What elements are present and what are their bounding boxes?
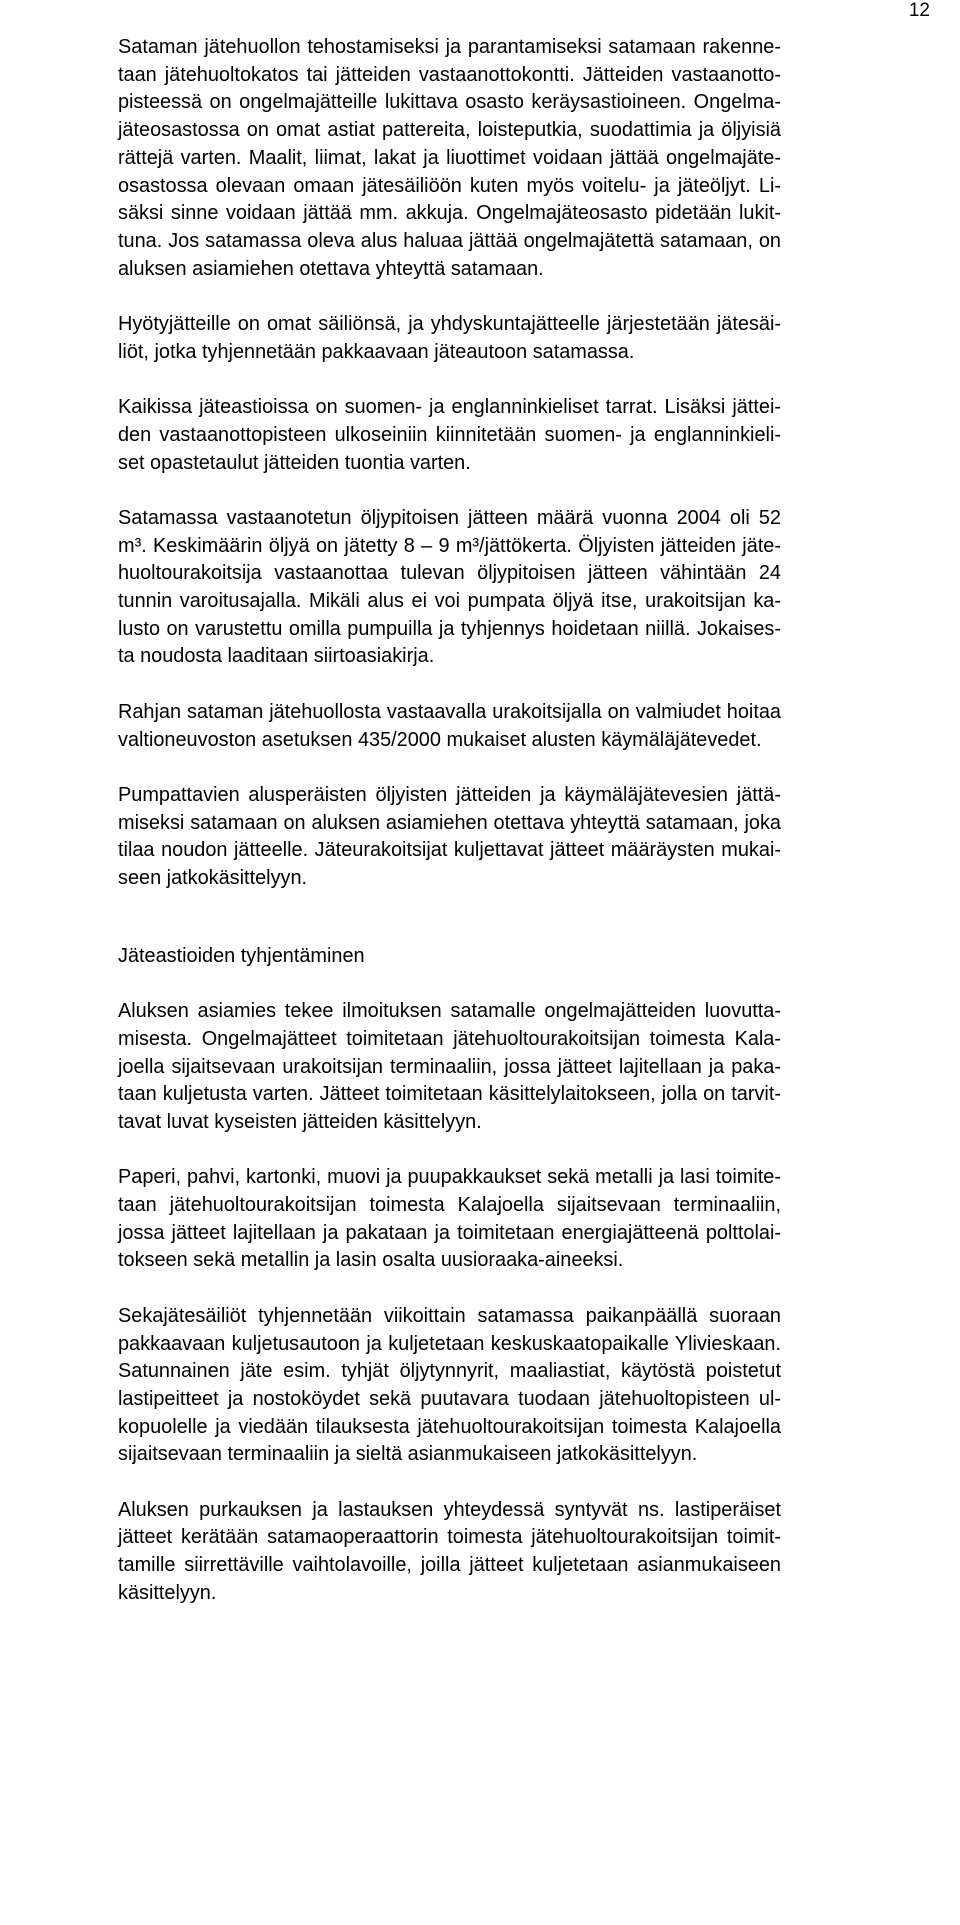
section-heading: Jäteastioiden tyhjentäminen <box>118 944 365 967</box>
page-number: 12 <box>908 0 930 21</box>
paragraph-recyclable-waste: Hyötyjätteille on omat säiliönsä, ja yhdyskuntajätteelle järjestetään jätesäiliöt, jotka tyhjennetään pakkaavaan jäteautoon satamassa. <box>118 313 781 363</box>
paragraph-labels: Kaikissa jäteastioissa on suomen- ja englanninkieliset tarrat. Lisäksi jätteiden vastaanottopisteen ulkoseiniin kiinnitetään suomen- ja englanninkieliset opastetaulut jätteiden tuontia varten. <box>118 396 781 474</box>
paragraph-cargo-waste: Aluksen purkauksen ja lastauksen yhteydessä syntyvät ns. lastiperäiset jätteet kerätään satamaoperaattorin toimesta jätehuoltourakoitsijan toimittamille siirrettäville vaihtolavoille, joilla jätteet kuljetetaan asianmukaiseen käsittelyyn. <box>118 1498 781 1604</box>
paragraph-pumped-waste: Pumpattavien alusperäisten öljyisten jätteiden ja käymäläjätevesien jättämiseksi satamaan on aluksen asiamiehen otettava yhteyttä satamaan, joka tilaa noudon jätteelle. Jäteurakoitsijat kuljettavat jätteet määräysten mukaiseen jatkokäsittelyyn. <box>118 783 781 890</box>
document-body <box>118 34 781 1635</box>
paragraph-hazardous-waste-delivery: Aluksen asiamies tekee ilmoituksen satamalle ongelmajätteiden luovuttamisesta. Ongelmajätteet toimitetaan jätehuoltourakoitsijan toimesta Kalajoella sijaitsevaan urakoitsijan terminaaliin, jossa jätteet lajitellaan ja pakataan kuljetusta varten. Jätteet toimitetaan käsittelylaitokseen, jolla on tarvittavat luvat kyseisten jätteiden käsittelyyn. <box>118 1000 781 1133</box>
paragraph-oily-waste: Satamassa vastaanotetun öljypitoisen jätteen määrä vuonna 2004 oli 52 m³. Keskimäärin öljyä on jätetty 8 – 9 m³/jättökerta. Öljyisten jätteiden jätehuoltourakoitsija vastaanottaa tulevan öljypitoisen jätteen vähintään 24 tunnin varoitusajalla. Mikäli alus ei voi pumpata öljyä itse, urakoitsijan kalusto on varustettu omilla pumpuilla ja tyhjennys hoidetaan niillä. Jokaisesta noudosta laaditaan siirtoasiakirja. <box>118 506 781 668</box>
paragraph-mixed-waste: Sekajätesäiliöt tyhjennetään viikoittain satamassa paikanpäällä suoraan pakkaavaan kuljetusautoon ja kuljetetaan keskuskaatopaikalle Ylivieskaan. Satunnainen jäte esim. tyhjät öljytynnyrit, maaliastiat, käytöstä poistetut lastipeitteet ja nostoköydet sekä puutavara tuodaan jätehuoltopisteen ulkopuolelle ja viedään tilauksesta jätehuoltourakoitsijan toimesta Kalajoella sijaitsevaan terminaaliin ja sieltä asianmukaiseen jatkokäsittelyyn. <box>118 1304 781 1466</box>
paragraph-recyclables-transport: Paperi, pahvi, kartonki, muovi ja puupakkaukset sekä metalli ja lasi toimitetaan jätehuoltourakoitsijan toimesta Kalajoella sijaitsevaan terminaaliin, jossa jätteet lajitellaan ja pakataan ja toimitetaan energiajätteenä polttolaitokseen sekä metallin ja lasin osalta uusioraaka-aineeksi. <box>118 1166 781 1272</box>
paragraph-sewage-readiness: Rahjan sataman jätehuollosta vastaavalla urakoitsijalla on valmiudet hoitaa valtioneuvoston asetuksen 435/2000 mukaiset alusten käymäläjätevedet. <box>118 700 781 751</box>
paragraph-waste-collection-point: Sataman jätehuollon tehostamiseksi ja parantamiseksi satamaan rakennetaan jätehuoltokatos tai jätteiden vastaanottokontti. Jätteiden vastaanottopisteessä on ongelmajätteille lukittava osasto keräysastioineen. Ongelmajäteosastossa on omat astiat pattereita, loisteputkia, suodattimia ja öljyisiä rättejä varten. Maalit, liimat, lakat ja liuottimet voidaan jättää ongelmajäteosastossa olevaan omaan jätesäiliöön kuten myös voitelu- ja jäteöljyt. Lisäksi sinne voidaan jättää mm. akkuja. Ongelmajäteosasto pidetään lukittuna. Jos satamassa oleva alus haluaa jättää ongelmajätettä satamaan, on aluksen asiamiehen otettava yhteyttä satamaan. <box>118 36 781 280</box>
